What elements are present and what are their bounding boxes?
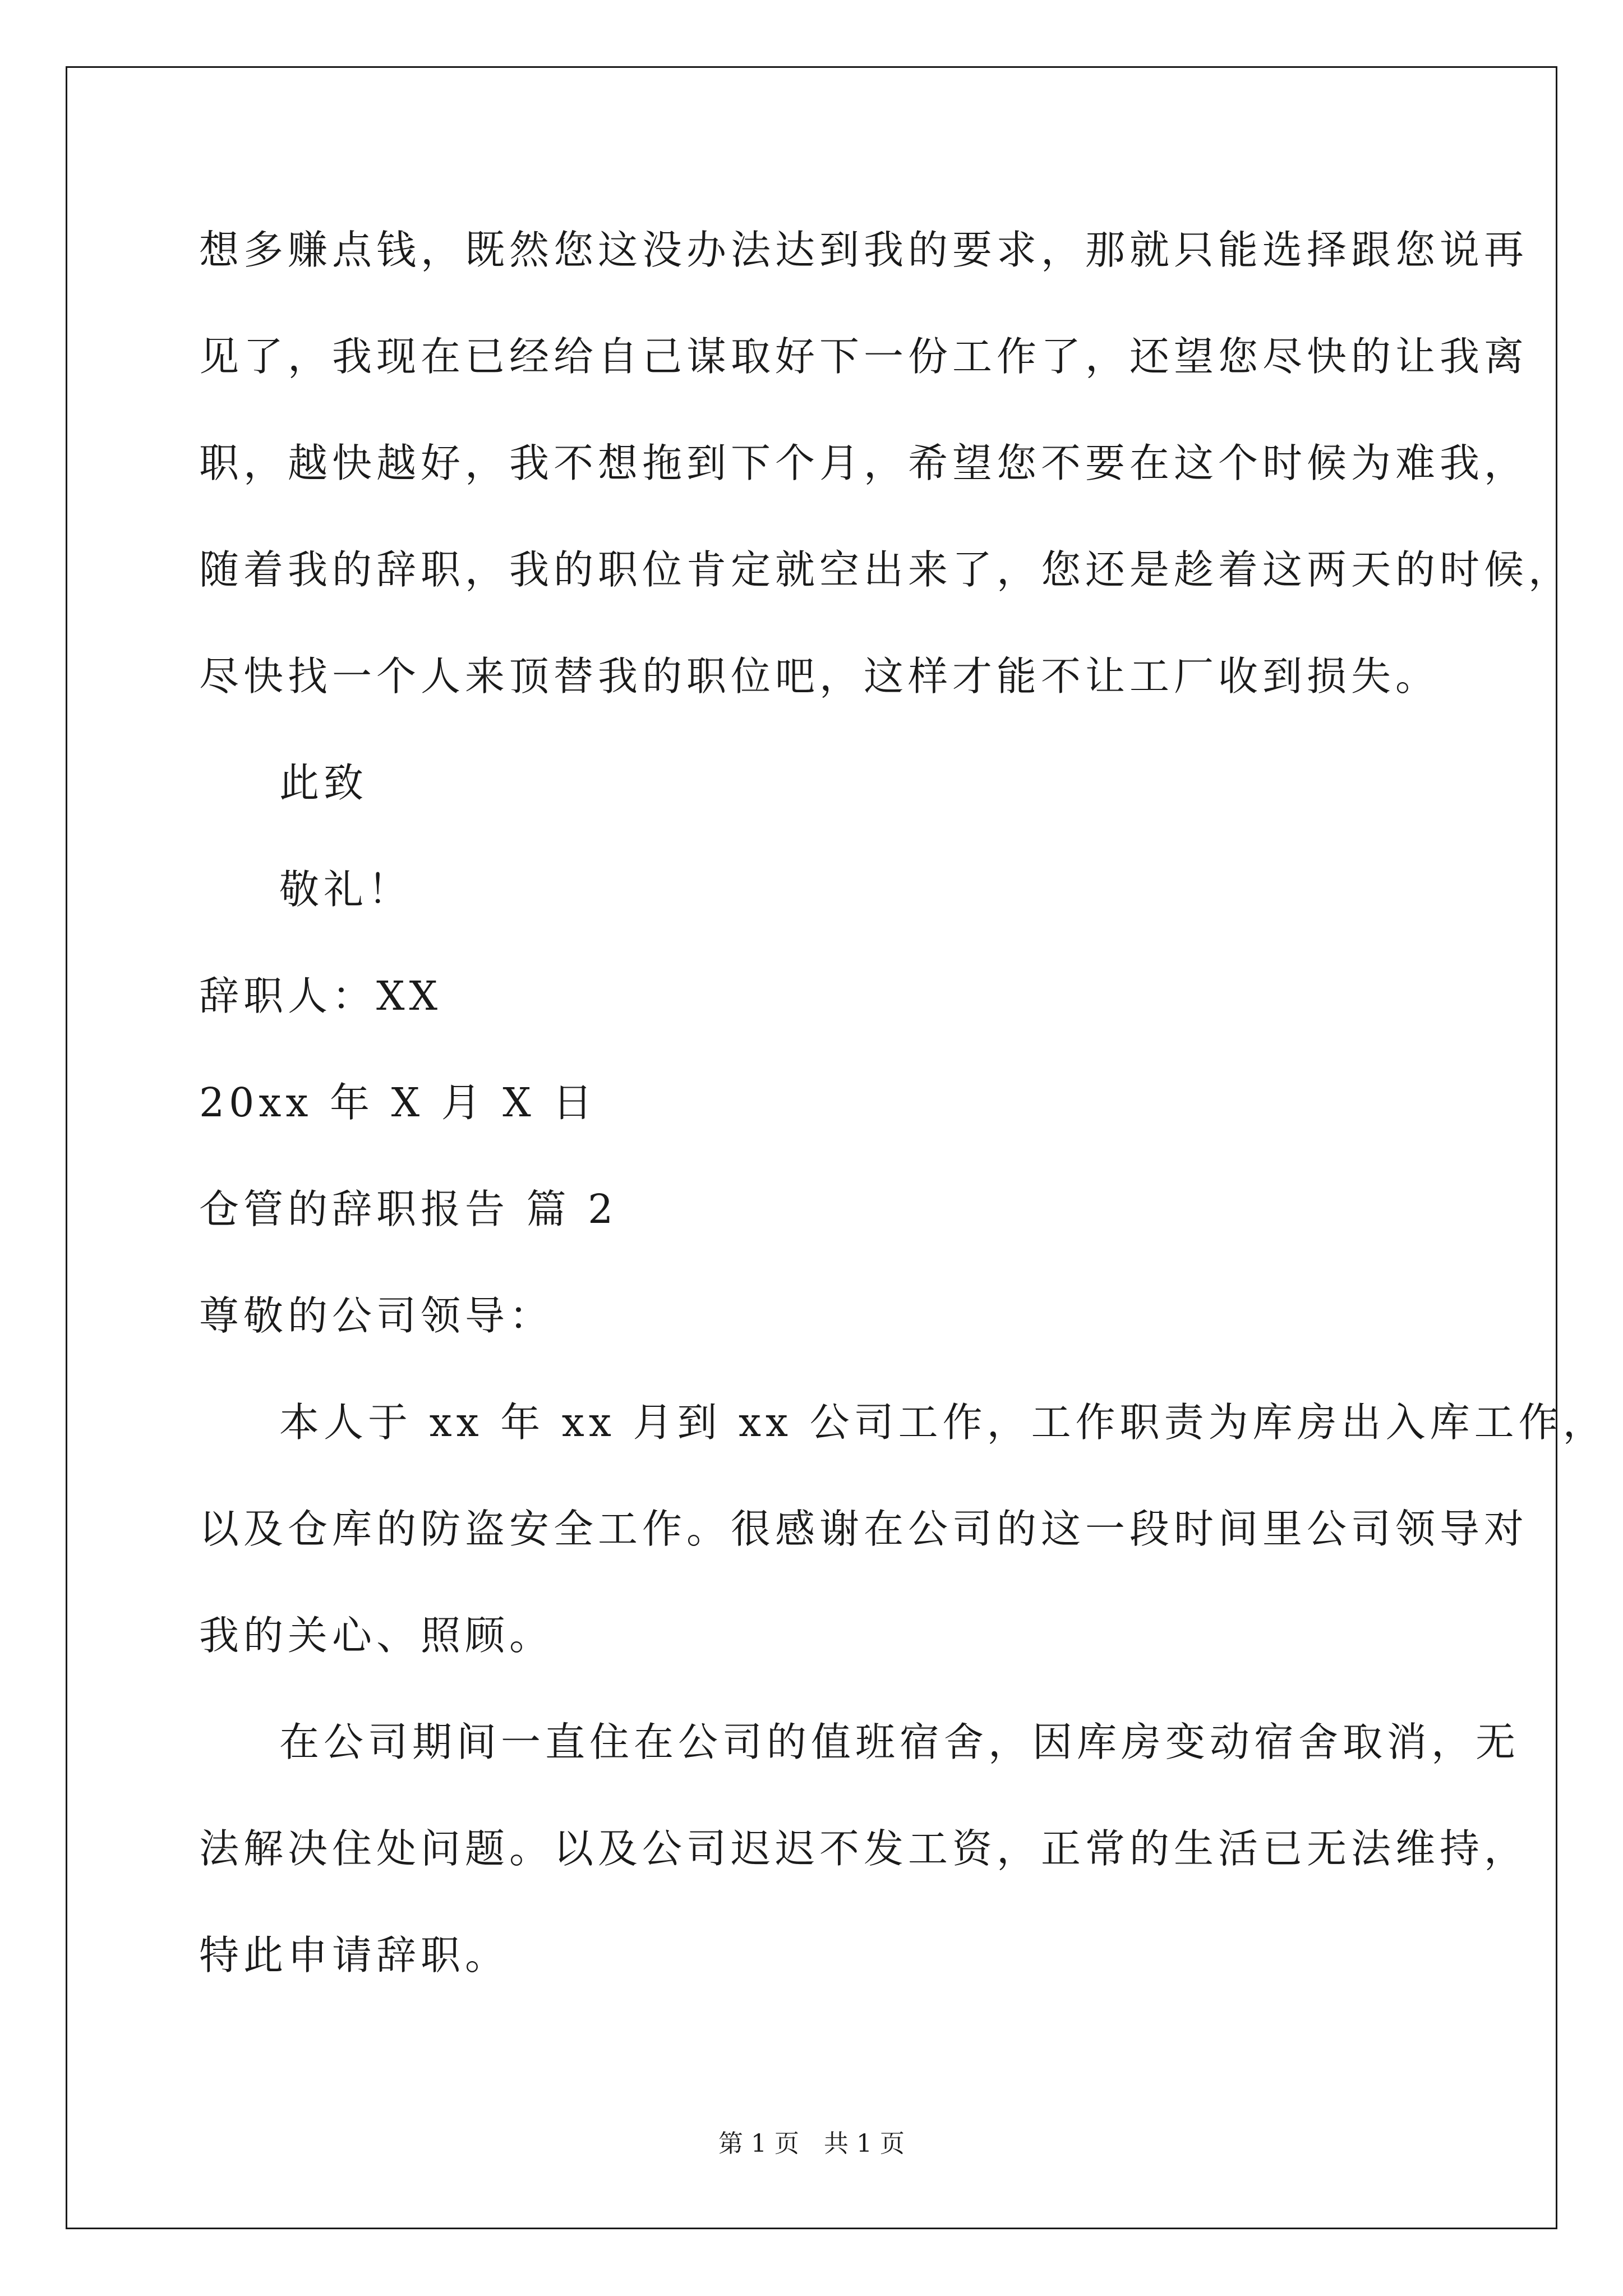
section-title: 仓管的辞职报告 篇 2: [199, 1186, 618, 1232]
paragraph-2-line-2: 法解决住处问题。以及公司迟迟不发工资，正常的生活已无法维持，: [199, 1825, 1529, 1872]
page-footer: 第 1 页 共 1 页: [718, 2129, 905, 2158]
closing-regards: 敬礼！: [279, 866, 413, 913]
body-text-line-1: 想多赚点钱，既然您这没办法达到我的要求，那就只能选择跟您说再: [199, 227, 1529, 273]
paragraph-1-line-3: 我的关心、照顾。: [199, 1612, 554, 1659]
paragraph-2-line-3: 特此申请辞职。: [199, 1932, 510, 1978]
body-text-line-2: 见了，我现在已经给自己谋取好下一份工作了，还望您尽快的让我离: [199, 333, 1529, 380]
page-border: [66, 66, 1557, 2229]
body-text-line-5: 尽快找一个人来顶替我的职位吧，这样才能不让工厂收到损失。: [199, 653, 1440, 700]
paragraph-2-line-1: 在公司期间一直住在公司的值班宿舍，因库房变动宿舍取消，无: [279, 1719, 1520, 1765]
signature-line: 辞职人：XX: [199, 973, 442, 1019]
paragraph-1-line-1: 本人于 xx 年 xx 月到 xx 公司工作，工作职责为库房出入库工作，: [279, 1399, 1607, 1446]
date-line: 20xx 年 X 月 X 日: [199, 1079, 597, 1126]
body-text-line-4: 随着我的辞职，我的职位肯定就空出来了，您还是趁着这两天的时候，: [199, 546, 1573, 593]
body-text-line-3: 职，越快越好，我不想拖到下个月，希望您不要在这个时候为难我，: [199, 440, 1529, 486]
greeting: 尊敬的公司领导：: [199, 1292, 554, 1339]
closing-salutation: 此致: [279, 760, 368, 806]
paragraph-1-line-2: 以及仓库的防盗安全工作。很感谢在公司的这一段时间里公司领导对: [199, 1506, 1529, 1552]
